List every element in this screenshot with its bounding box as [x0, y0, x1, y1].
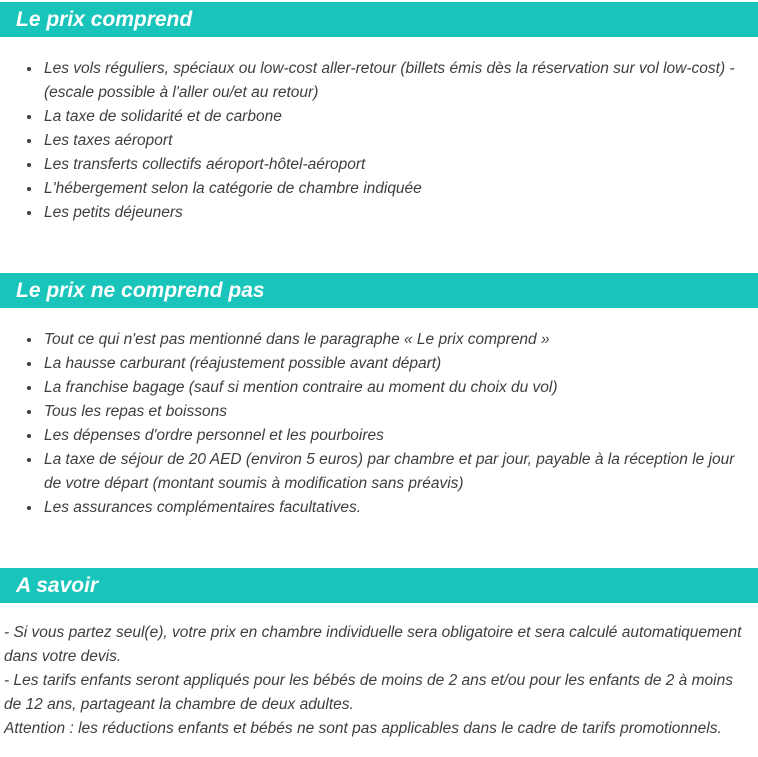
- list-item: • La taxe de solidarité et de carbone: [42, 105, 742, 129]
- notes-body: [0, 621, 758, 741]
- section-price-excludes: [0, 273, 758, 520]
- note-paragraph: Attention : les réductions enfants et bébés ne sont pas applicables dans le cadre de tarifs promotionnels.: [4, 720, 722, 737]
- list-item: • Les transferts collectifs aéroport-hôtel-aéroport: [42, 153, 742, 177]
- list-item: • Les petits déjeuners: [42, 201, 742, 225]
- list-item: • Tous les repas et boissons: [42, 400, 742, 424]
- section-title-price-excludes: Le prix ne comprend pas: [0, 273, 758, 308]
- section-title-price-includes: Le prix comprend: [0, 2, 758, 37]
- price-includes-list: [0, 57, 758, 225]
- list-item: • La hausse carburant (réajustement possible avant départ): [42, 352, 742, 376]
- section-price-includes: [0, 2, 758, 225]
- section-title-notes: A savoir: [0, 568, 758, 603]
- list-item: • Les vols réguliers, spéciaux ou low-cost aller-retour (billets émis dès la réservation sur vol low-cost) - (escale possible à l'aller ou/et au retour): [42, 57, 742, 105]
- list-item: • Tout ce qui n'est pas mentionné dans le paragraphe « Le prix comprend »: [42, 328, 742, 352]
- list-item: • Les dépenses d'ordre personnel et les pourboires: [42, 424, 742, 448]
- price-excludes-list: [0, 328, 758, 520]
- price-info-page: [0, 2, 758, 741]
- list-item: • La taxe de séjour de 20 AED (environ 5 euros) par chambre et par jour, payable à la réception le jour de votre départ (montant soumis à modification sans préavis): [42, 448, 742, 496]
- note-paragraph: - Les tarifs enfants seront appliqués pour les bébés de moins de 2 ans et/ou pour les enfants de 2 à moins de 12 ans, partageant la chambre de deux adultes.: [4, 672, 733, 713]
- list-item: • Les taxes aéroport: [42, 129, 742, 153]
- section-notes: [0, 568, 758, 741]
- list-item: • Les assurances complémentaires facultatives.: [42, 496, 742, 520]
- list-item: • La franchise bagage (sauf si mention contraire au moment du choix du vol): [42, 376, 742, 400]
- note-paragraph: - Si vous partez seul(e), votre prix en chambre individuelle sera obligatoire et sera calculé automatiquement dans votre devis.: [4, 624, 742, 665]
- list-item: • L'hébergement selon la catégorie de chambre indiquée: [42, 177, 742, 201]
